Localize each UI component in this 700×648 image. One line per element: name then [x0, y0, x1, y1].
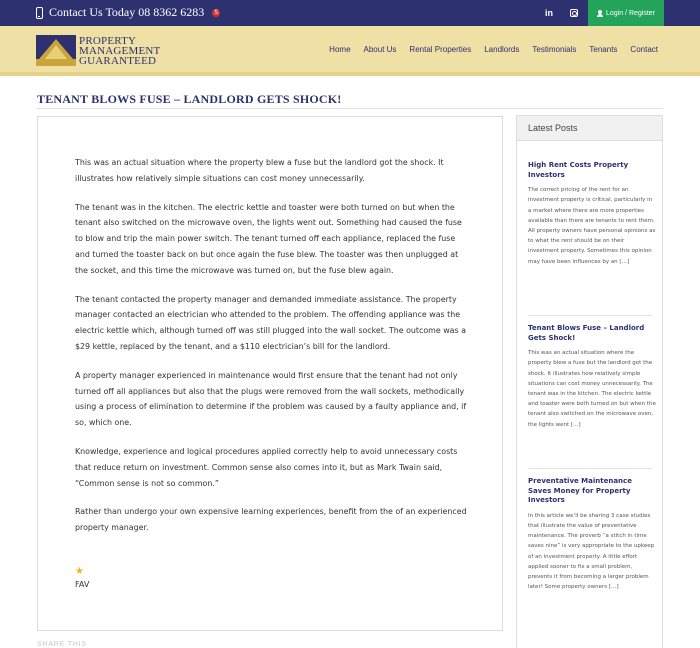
- nav-item-contact[interactable]: Contact: [630, 45, 658, 54]
- user-icon: [597, 10, 603, 17]
- sidebar-heading: Latest Posts: [517, 116, 662, 141]
- sidebar-latest-posts: [516, 115, 663, 648]
- sidebar-post: [528, 161, 656, 267]
- article-card: [37, 116, 503, 631]
- article-paragraph: The tenant contacted the property manager and demanded immediate assistance. The property manager contacted an electrician who attended to the problem. The offending appliance was the electric kettle which, although turned off was still plugged into the wall socket. The outcome was a $29 kettle, replaced by the tenant, and a $110 electrician’s bill for the landlord.: [75, 294, 466, 351]
- fav-label[interactable]: FAV: [75, 580, 90, 589]
- nav-item-about-us[interactable]: About Us: [363, 45, 397, 54]
- main-nav: [329, 45, 658, 54]
- nav-item-tenants[interactable]: Tenants: [589, 45, 618, 54]
- contact-badge: S: [212, 9, 220, 17]
- site-header: [0, 26, 700, 76]
- post-title-link[interactable]: High Rent Costs Property Investors: [528, 161, 629, 179]
- instagram-icon[interactable]: [562, 0, 586, 26]
- page-title: TENANT BLOWS FUSE – LANDLORD GETS SHOCK!: [37, 92, 342, 106]
- post-title-link[interactable]: Tenant Blows Fuse – Landlord Gets Shock!: [528, 324, 645, 342]
- post-excerpt: The correct pricing of the rent for an investment property is critical, particularly in a market where there are more properties available than there are tenants to rent them. All property owners have personal opinions as to what the rent should be on their investment property. Sometimes this opinion may have been influences by an […]: [528, 187, 656, 265]
- contact-text: Contact Us Today 08 8362 6283: [49, 5, 205, 19]
- article-paragraph: A property manager experienced in maintenance would first ensure that the tenant had not only turned off all appliances but also that the plugs were removed from the wall sockets, methodically using a process of elimination to determine if the problem was caused by a faulty appliance and, if so, which one.: [75, 370, 467, 428]
- article-paragraph: This was an actual situation where the property blew a fuse but the landlord got the shock. It illustrates how relatively simple situations can cost money unnecessarily.: [75, 158, 444, 183]
- nav-item-testimonials[interactable]: Testimonials: [532, 45, 577, 54]
- phone-icon: [36, 7, 43, 19]
- article-paragraph: Knowledge, experience and logical procedures applied correctly help to avoid unnecessary costs that reduce return on investment. Common sense also comes into it, but as Mark Twain said, “Common sense is not so common.”: [75, 446, 458, 488]
- logo-text: PROPERTY MANAGEMENT GUARANTEED: [79, 34, 161, 67]
- post-excerpt: In this article we’ll be sharing 3 case studies that illustrate the value of preventative maintenance. The proverb “a stitch in time saves nine” is very appropriate to the upkeep of an investment property. A little effort applied sooner to fix a small problem, prevents it from becoming a larger problem later! Some property owners […]: [528, 512, 655, 591]
- login-register-button[interactable]: [588, 0, 664, 26]
- top-bar: [0, 0, 700, 26]
- linkedin-icon[interactable]: in: [545, 8, 553, 18]
- sidebar-post: [528, 324, 656, 430]
- star-icon[interactable]: ★: [75, 566, 84, 577]
- post-divider: [528, 468, 653, 469]
- site-logo[interactable]: [36, 35, 160, 66]
- article-body: [75, 155, 469, 549]
- nav-item-landlords[interactable]: Landlords: [484, 45, 520, 54]
- post-excerpt: This was an actual situation where the property blew a fuse but the landlord got the shock. It illustrates how relatively simple situations can cost money unnecessarily. The tenant was in the kitchen. The electric kettle and toaster were both turned on but when the tenant also switched on the microwave oven, the lights went […]: [528, 350, 656, 428]
- nav-item-home[interactable]: Home: [329, 45, 351, 54]
- post-divider: [528, 315, 653, 316]
- logo-mark-icon: [36, 35, 76, 66]
- share-heading: SHARE THIS: [37, 641, 87, 648]
- nav-item-rental-properties[interactable]: Rental Properties: [409, 45, 472, 54]
- contact-link[interactable]: [36, 5, 220, 20]
- sidebar-post: [528, 477, 656, 592]
- article-paragraph: Rather than undergo your own expensive learning experiences, benefit from the of an experienced property manager.: [75, 507, 467, 533]
- post-title-link[interactable]: Preventative Maintenance Saves Money for Property Investors: [528, 477, 632, 505]
- article-paragraph: The tenant was in the kitchen. The electric kettle and toaster were both turned on but when the tenant also switched on the microwave oven, the lights went out. Something had caused the fuse to blow and trip the main power switch. The tenant turned off each appliance, replaced the fuse and turned the toaster back on but once again the fuse blew. The toaster was then unplugged at the socket, and this time the microwave was turned on, but the fuse blew again.: [75, 202, 462, 275]
- title-divider: [37, 108, 663, 109]
- login-register-label: Login / Register: [605, 9, 656, 17]
